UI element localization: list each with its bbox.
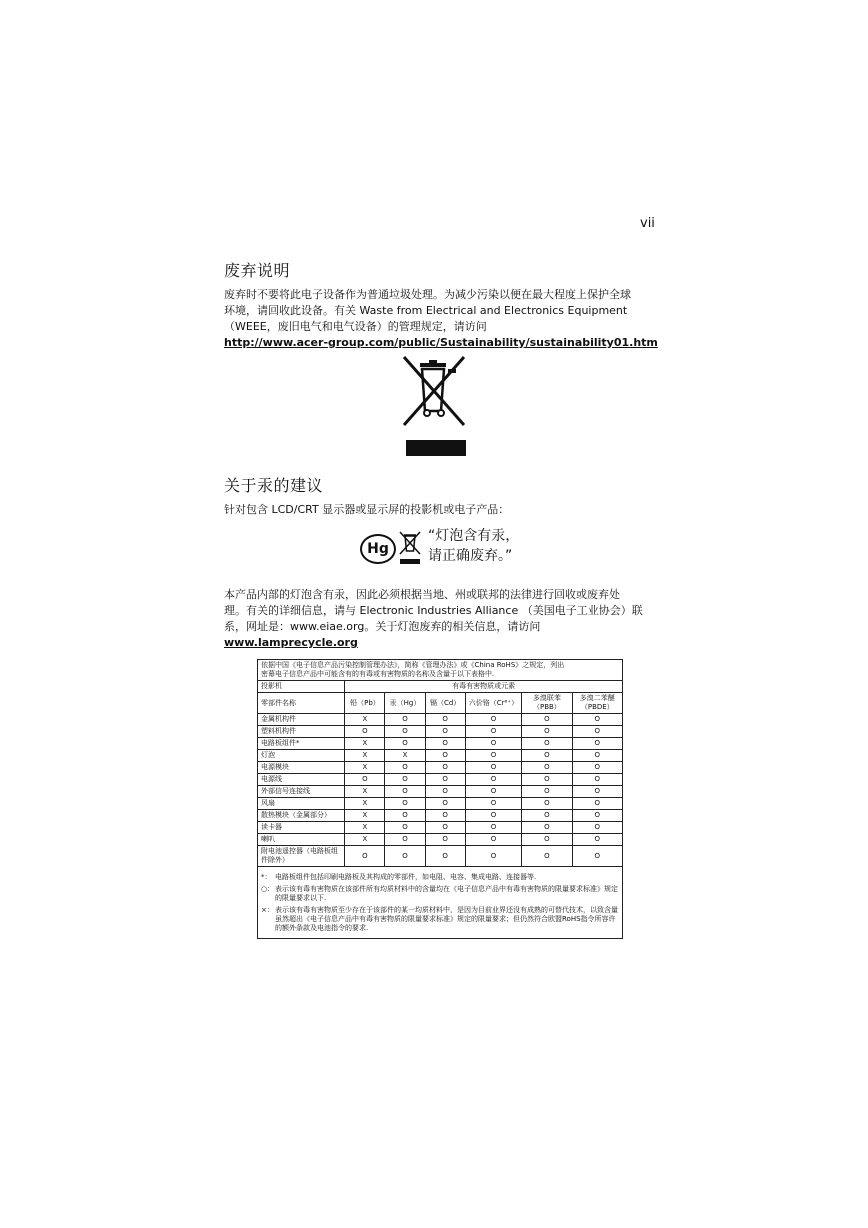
row-name: 电路板组件* — [258, 738, 345, 750]
cell: O — [522, 798, 572, 810]
cell: O — [572, 822, 622, 834]
product-label: 投影机 — [258, 681, 345, 693]
hg-symbol: Hg — [360, 534, 396, 564]
cell: O — [385, 798, 425, 810]
cell: X — [345, 714, 385, 726]
cell: O — [425, 786, 465, 798]
rohs-caption-line-2: 密幕电子信息产品中可能含有的有毒或有害物质的名称及含量于以下表格中. — [261, 670, 495, 678]
cell: O — [465, 762, 522, 774]
table-row — [258, 822, 623, 834]
row-name: 喇叭 — [258, 834, 345, 846]
cell: O — [522, 750, 572, 762]
hg-quote-line-1: “灯泡含有汞， — [428, 528, 520, 544]
table-row — [258, 846, 623, 867]
row-name: 风扇 — [258, 798, 345, 810]
note-star-symbol: *： — [261, 873, 272, 881]
cell: O — [385, 738, 425, 750]
weee-crossed-bin-icon — [400, 353, 468, 457]
cell: O — [465, 738, 522, 750]
column-header: 镉（Cd） — [425, 693, 465, 714]
table-row — [258, 810, 623, 822]
section-title-disposal: 废弃说明 — [224, 261, 291, 280]
cell: O — [522, 834, 572, 846]
rohs-table — [257, 659, 623, 939]
cell: O — [572, 750, 622, 762]
cell: O — [345, 846, 385, 867]
table-row — [258, 726, 623, 738]
cell: O — [425, 738, 465, 750]
column-header: 多溴联苯（PBB） — [522, 693, 572, 714]
note-star-text: 电路板组件包括印刷电路板及其构成的零部件，如电阻、电容、集成电路、连接器等. — [275, 873, 537, 881]
cell: O — [572, 762, 622, 774]
row-name: 读卡器 — [258, 822, 345, 834]
cell: O — [522, 786, 572, 798]
cell: X — [345, 786, 385, 798]
cell: X — [345, 798, 385, 810]
cell: O — [572, 774, 622, 786]
cell: O — [385, 786, 425, 798]
row-name: 金属机构件 — [258, 714, 345, 726]
table-row — [258, 738, 623, 750]
cell: O — [465, 834, 522, 846]
row-name: 塑料机构件 — [258, 726, 345, 738]
rohs-notes — [258, 867, 623, 939]
cell: O — [572, 846, 622, 867]
small-crossed-bin-icon — [398, 530, 422, 570]
cell: O — [385, 846, 425, 867]
cell: X — [345, 762, 385, 774]
disposal-line-1: 废弃时不要将此电子设备作为普通垃圾处理。为减少污染以便在最大程度上保护全球 — [224, 288, 631, 301]
table-row — [258, 750, 623, 762]
cell: O — [385, 834, 425, 846]
cell: O — [425, 810, 465, 822]
table-row — [258, 786, 623, 798]
column-header: 汞（Hg） — [385, 693, 425, 714]
cell: O — [572, 834, 622, 846]
cell: O — [465, 822, 522, 834]
mercury-intro: 针对包含 LCD/CRT 显示器或显示屏的投影机或电子产品： — [224, 503, 510, 516]
cell: X — [345, 834, 385, 846]
row-name: 电源模块 — [258, 762, 345, 774]
cell: X — [345, 822, 385, 834]
cell: O — [572, 726, 622, 738]
cell: O — [425, 750, 465, 762]
cell: O — [425, 822, 465, 834]
cell: O — [465, 798, 522, 810]
column-header: 铅（Pb） — [345, 693, 385, 714]
row-name: 散热模块（金属部分） — [258, 810, 345, 822]
mercury-line-1: 本产品内部的灯泡含有汞，因此必须根据当地、州或联邦的法律进行回收或废弃处 — [224, 588, 620, 601]
cell: O — [345, 726, 385, 738]
table-row — [258, 714, 623, 726]
cell: O — [465, 810, 522, 822]
cell: O — [522, 774, 572, 786]
cell: O — [385, 726, 425, 738]
note-o-text: 表示该有毒有害物质在该部件所有均质材料中的含量均在《电子信息产品中有毒有害物质的限量要求标准》规定的限量要求以下. — [275, 885, 618, 902]
cell: O — [572, 810, 622, 822]
cell: O — [425, 774, 465, 786]
disposal-paragraph — [224, 287, 664, 351]
cell: O — [425, 726, 465, 738]
cell: X — [345, 810, 385, 822]
substances-header: 有毒有害物质或元素 — [345, 681, 623, 693]
note-star — [261, 873, 619, 882]
row-name: 附电池遥控器（电路板组件除外） — [258, 846, 345, 867]
cell: O — [385, 810, 425, 822]
cell: O — [425, 762, 465, 774]
table-row — [258, 762, 623, 774]
cell: O — [465, 846, 522, 867]
hg-quote-line-2: 请正确废弃。” — [428, 548, 513, 564]
cell: O — [572, 714, 622, 726]
disposal-line-2: 环境，请回收此设备。有关 Waste from Electrical and Electronics Equipment — [224, 304, 628, 317]
cell: O — [572, 786, 622, 798]
mercury-line-2: 理。有关的详细信息，请与 Electronic Industries Alliance （美国电子工业协会）联 — [224, 604, 643, 617]
cell: O — [572, 798, 622, 810]
mercury-paragraph — [224, 587, 664, 651]
part-name-header: 零部件名称 — [258, 693, 345, 714]
note-x-text: 表示该有毒有害物质至少存在于该部件的某一均质材料中，是因为目前业界还没有成熟的可替代技术，以致含量虽然超出《电子信息产品中有毒有害物质的限量要求标准》规定的限量要求；但仍然符合欧盟RoHS指令所容许的额外条款及电池指令的要求. — [275, 906, 618, 932]
cell: O — [465, 726, 522, 738]
cell: O — [425, 846, 465, 867]
cell: O — [425, 798, 465, 810]
rohs-caption-line-1: 依据中国《电子信息产品污染控制管理办法》，简称《管理办法》或《China RoHS》之规定，列出 — [261, 661, 565, 669]
column-header: 六价铬（Cr⁶⁺） — [465, 693, 522, 714]
table-row — [258, 834, 623, 846]
hg-quote — [428, 526, 548, 566]
row-name: 电源线 — [258, 774, 345, 786]
note-x — [261, 906, 619, 933]
cell: X — [385, 750, 425, 762]
table-row — [258, 774, 623, 786]
cell: O — [425, 714, 465, 726]
mercury-line-3: 系，网址是：www.eiae.org。关于灯泡废弃的相关信息，请访问 — [224, 620, 541, 633]
column-header: 多溴二苯醚（PBDE） — [572, 693, 622, 714]
cell: O — [522, 810, 572, 822]
cell: O — [522, 726, 572, 738]
cell: O — [385, 762, 425, 774]
sustainability-link[interactable]: http://www.acer-group.com/public/Sustainability/sustainability01.htm — [224, 336, 658, 349]
cell: O — [522, 714, 572, 726]
cell: O — [425, 834, 465, 846]
cell: O — [522, 762, 572, 774]
cell: X — [345, 738, 385, 750]
note-o-symbol: ○： — [261, 885, 275, 893]
mercury-notice — [360, 526, 540, 570]
cell: O — [465, 750, 522, 762]
note-o — [261, 885, 619, 903]
cell: O — [385, 822, 425, 834]
section-title-mercury: 关于汞的建议 — [224, 476, 324, 495]
cell: O — [385, 774, 425, 786]
cell: O — [522, 846, 572, 867]
row-name: 灯泡 — [258, 750, 345, 762]
cell: O — [345, 774, 385, 786]
cell: O — [465, 714, 522, 726]
row-name: 外部信号连接线 — [258, 786, 345, 798]
disposal-line-3: （WEEE，废旧电气和电气设备）的管理规定，请访问 — [224, 320, 487, 333]
cell: O — [522, 822, 572, 834]
rohs-caption — [258, 660, 623, 681]
cell: O — [522, 738, 572, 750]
note-x-symbol: ×： — [261, 906, 274, 914]
cell: O — [465, 774, 522, 786]
lamprecycle-link[interactable]: www.lamprecycle.org — [224, 636, 358, 649]
cell: O — [572, 738, 622, 750]
cell: O — [385, 714, 425, 726]
table-row — [258, 798, 623, 810]
cell: O — [465, 786, 522, 798]
cell: X — [345, 750, 385, 762]
page-number: vii — [640, 216, 655, 231]
